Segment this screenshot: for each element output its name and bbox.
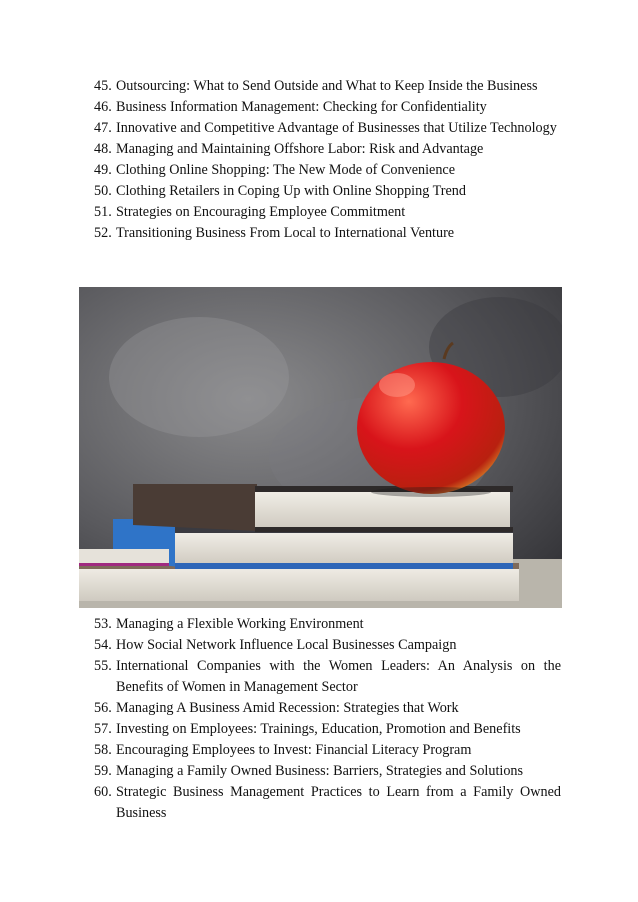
list-item-text: Investing on Employees: Trainings, Education, Promotion and Benefits (116, 721, 521, 737)
list-item-text: Managing a Flexible Working Environment (116, 616, 364, 632)
list-item-text: Managing and Maintaining Offshore Labor: Risk and Advantage (116, 141, 484, 157)
list-item: 53. Managing a Flexible Working Environment (94, 614, 561, 635)
list-item: 52. Transitioning Business From Local to International Venture (94, 223, 561, 244)
list-item-text: Clothing Retailers in Coping Up with Online Shopping Trend (116, 183, 466, 199)
list-item: 47. Innovative and Competitive Advantage of Businesses that Utilize Technology (94, 118, 561, 139)
list-item-text: Managing a Family Owned Business: Barriers, Strategies and Solutions (116, 763, 524, 779)
topic-list-bottom (94, 614, 561, 824)
list-item-text: Outsourcing: What to Send Outside and What to Keep Inside the Business (116, 78, 538, 94)
list-item-text: Managing A Business Amid Recession: Strategies that Work (116, 700, 459, 716)
list-item-text: Transitioning Business From Local to International Venture (116, 225, 455, 241)
list-item: 59. Managing a Family Owned Business: Barriers, Strategies and Solutions (94, 761, 561, 782)
topic-list-top (94, 76, 561, 244)
list-item: 49. Clothing Online Shopping: The New Mode of Convenience (94, 160, 561, 181)
list-item: 50. Clothing Retailers in Coping Up with Online Shopping Trend (94, 181, 561, 202)
list-item-text: Strategies on Encouraging Employee Commitment (116, 204, 406, 220)
list-item: 48. Managing and Maintaining Offshore Labor: Risk and Advantage (94, 139, 561, 160)
list-item: 60. Strategic Business Management Practices to Learn from a Family Owned Business (94, 782, 561, 824)
list-item-text: Innovative and Competitive Advantage of Businesses that Utilize Technology (116, 120, 557, 136)
list-item: 45. Outsourcing: What to Send Outside and What to Keep Inside the Business (94, 76, 561, 97)
apple-on-books-photo (79, 287, 562, 608)
list-item-text: International Companies with the Women Leaders: An Analysis on the Benefits of Women in Management Sector (116, 658, 561, 695)
list-item: 46. Business Information Management: Checking for Confidentiality (94, 97, 561, 118)
list-item-text: Business Information Management: Checking for Confidentiality (116, 99, 487, 115)
list-item-text: Encouraging Employees to Invest: Financial Literacy Program (116, 742, 472, 758)
list-item-text: Strategic Business Management Practices to Learn from a Family Owned Business (116, 784, 561, 821)
list-item: 58. Encouraging Employees to Invest: Financial Literacy Program (94, 740, 561, 761)
list-item: 57. Investing on Employees: Trainings, Education, Promotion and Benefits (94, 719, 561, 740)
list-item: 56. Managing A Business Amid Recession: Strategies that Work (94, 698, 561, 719)
list-item: 55. International Companies with the Women Leaders: An Analysis on the Benefits of Women in Management Sector (94, 656, 561, 698)
list-item: 51. Strategies on Encouraging Employee Commitment (94, 202, 561, 223)
list-item-text: Clothing Online Shopping: The New Mode of Convenience (116, 162, 456, 178)
list-item-text: How Social Network Influence Local Businesses Campaign (116, 637, 457, 653)
list-item: 54. How Social Network Influence Local Businesses Campaign (94, 635, 561, 656)
